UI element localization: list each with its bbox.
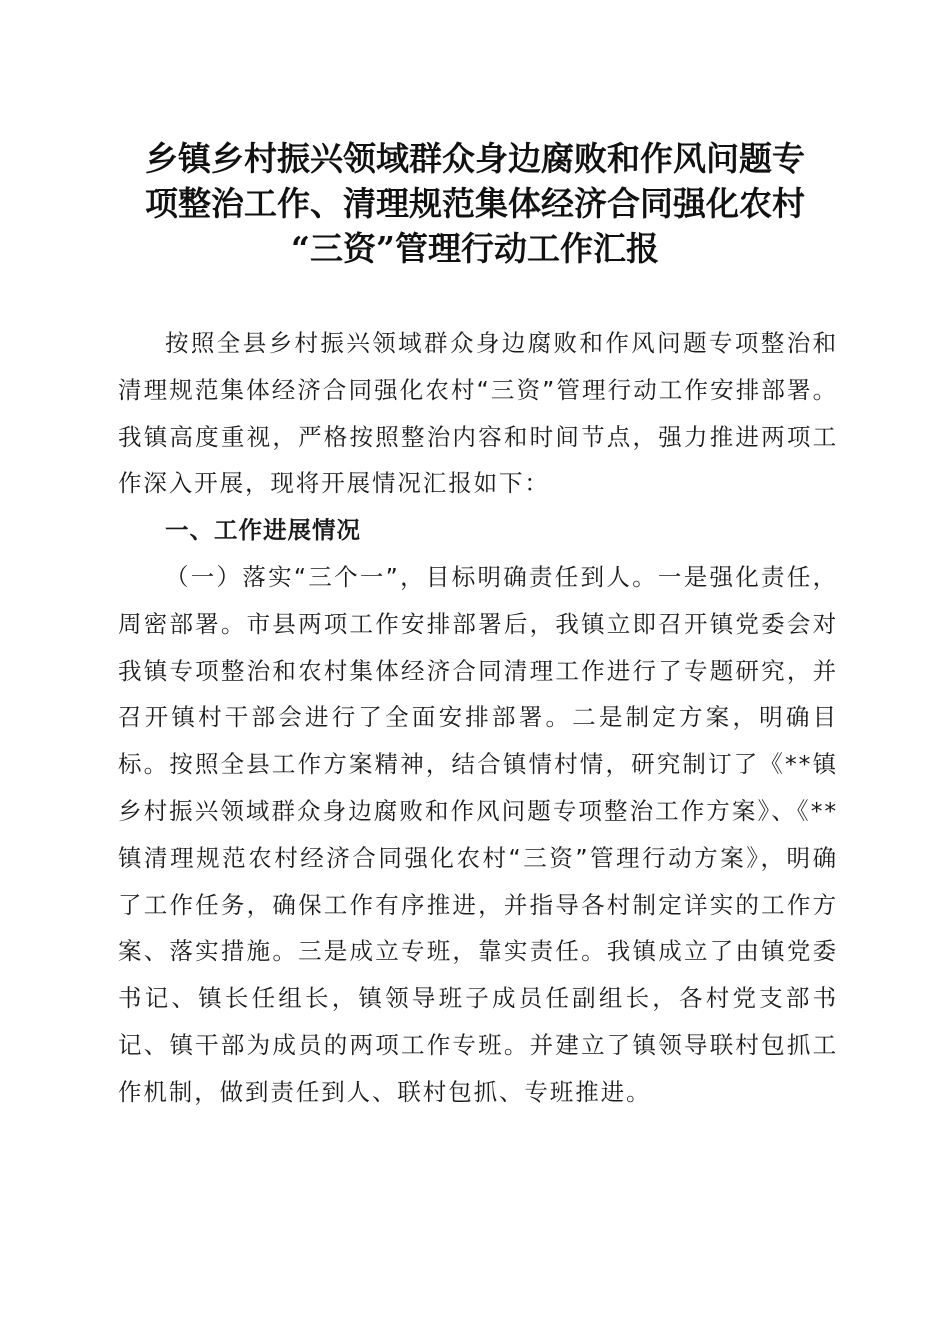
title-line-3: “三资”管理行动工作汇报 bbox=[291, 229, 659, 268]
section-heading: 一、工作进展情况 bbox=[165, 516, 361, 545]
title-line-1: 乡镇乡村振兴领域群众身边腐败和作风问题专 bbox=[145, 139, 805, 178]
section-paragraph: （一）落实“三个一”，目标明确责任到人。一是强化责任，周密部署。市县两项工作安排部署后，我镇立即召开镇党委会对我镇专项整治和农村集体经济合同清理工作进行了专题研究，并召开镇村干部会进行了全面安排部署。二是制定方案，明确目标。按照全县工作方案精神，结合镇情村情，研究制订了《**镇乡村振兴领域群众身边腐败和作风问题专项整治工作方案》、《**镇清理规范农村经济合同强化农村“三资”管理行动方案》，明确了工作任务，确保工作有序推进，并指导各村制定详实的工作方案、落实措施。三是成立专班，靠实责任。我镇成立了由镇党委书记、镇长任组长，镇领导班子成员任副组长，各村党支部书记、镇干部为成员的两项工作专班。并建立了镇领导联村包抓工作机制，做到责任到人、联村包抓、专班推进。 bbox=[118, 562, 838, 1106]
document-body bbox=[118, 320, 838, 1116]
document-title bbox=[100, 136, 850, 271]
intro-paragraph: 按照全县乡村振兴领域群众身边腐败和作风问题专项整治和清理规范集体经济合同强化农村“三资”管理行动工作安排部署。我镇高度重视，严格按照整治内容和时间节点，强力推进两项工作深入开展，现将开展情况汇报如下： bbox=[118, 329, 838, 498]
title-line-2: 项整治工作、清理规范集体经济合同强化农村 bbox=[145, 184, 805, 223]
